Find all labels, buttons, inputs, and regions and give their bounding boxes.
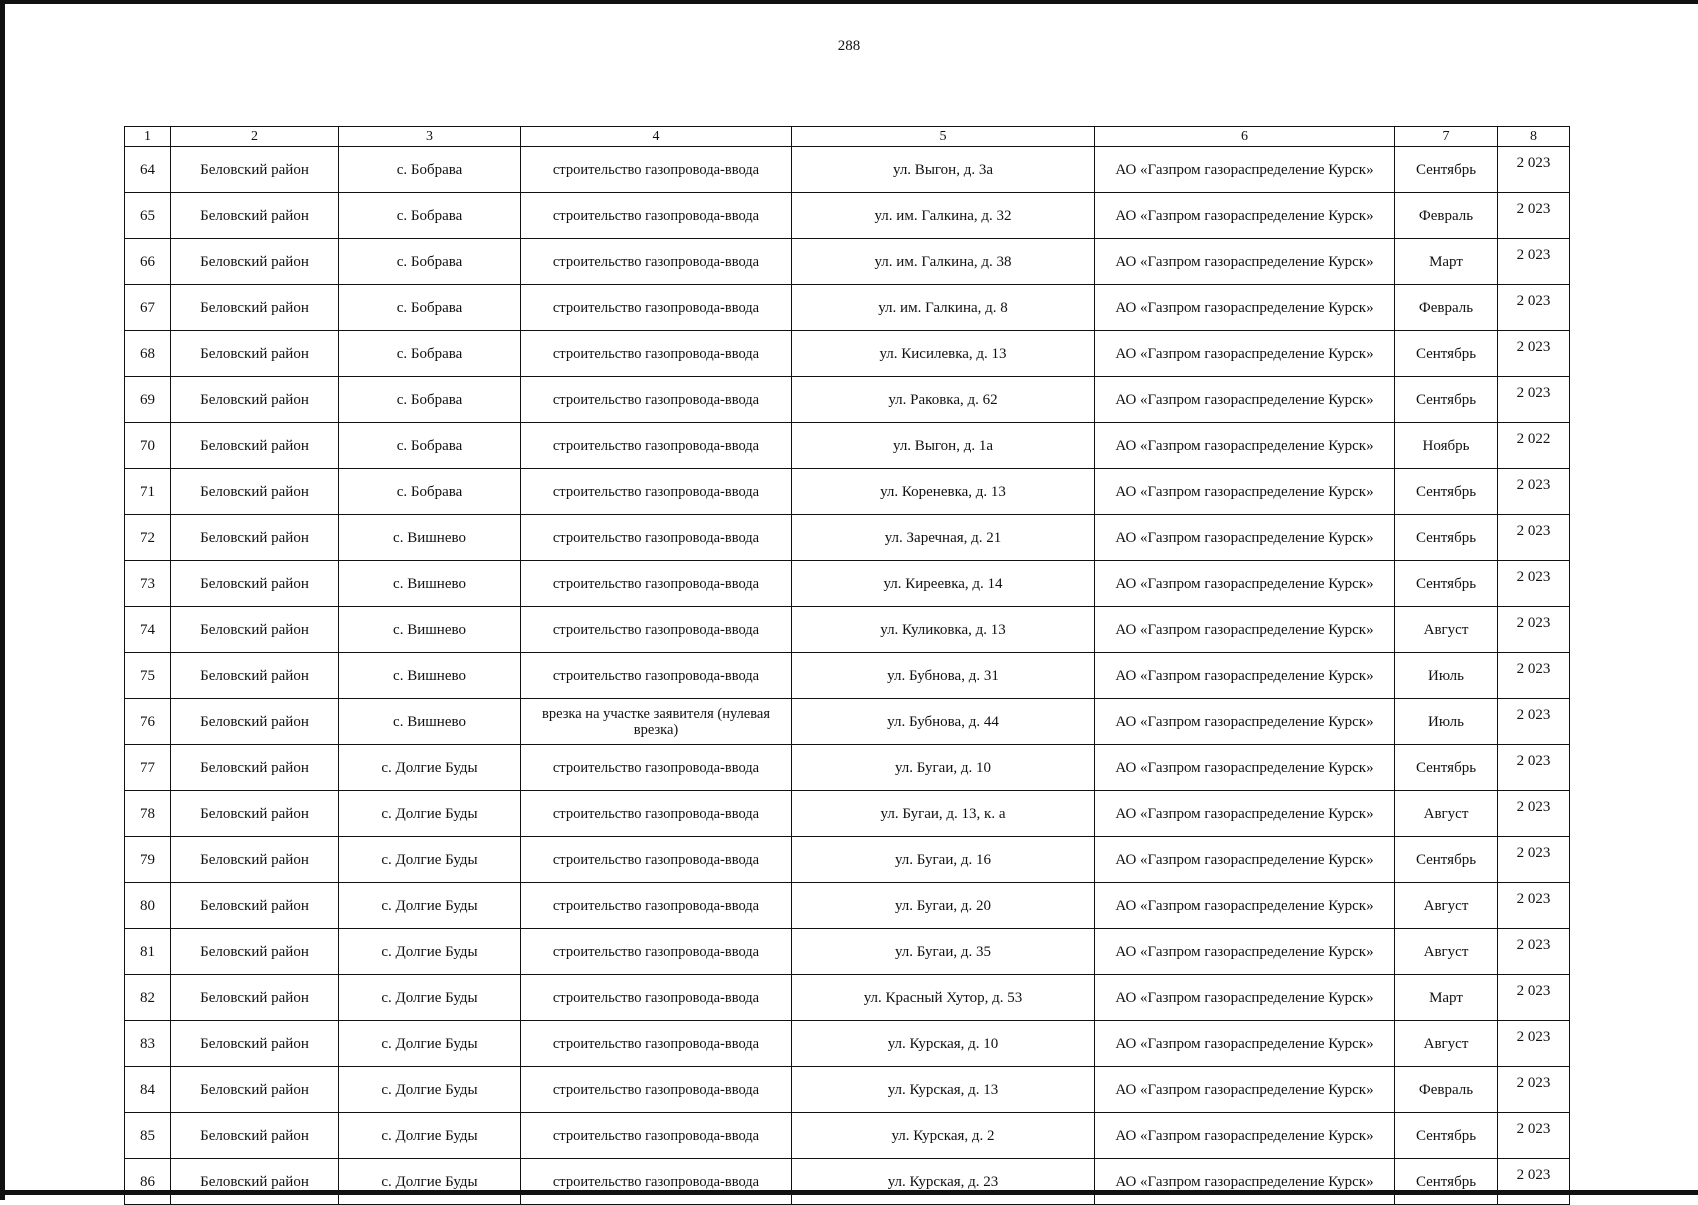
cell-work-type: строительство газопровода-ввода — [521, 331, 792, 377]
cell-district: Беловский район — [171, 699, 339, 745]
cell-organization: АО «Газпром газораспределение Курск» — [1095, 653, 1395, 699]
cell-address: ул. Бугаи, д. 35 — [792, 929, 1095, 975]
cell-settlement: с. Вишнево — [339, 561, 521, 607]
cell-row-number: 74 — [125, 607, 171, 653]
cell-settlement: с. Бобрава — [339, 239, 521, 285]
cell-year: 2 023 — [1498, 745, 1570, 791]
cell-settlement: с. Бобрава — [339, 285, 521, 331]
cell-address: ул. Курская, д. 13 — [792, 1067, 1095, 1113]
cell-work-type: строительство газопровода-ввода — [521, 515, 792, 561]
cell-settlement: с. Вишнево — [339, 653, 521, 699]
cell-organization: АО «Газпром газораспределение Курск» — [1095, 193, 1395, 239]
cell-year: 2 023 — [1498, 653, 1570, 699]
cell-year: 2 023 — [1498, 469, 1570, 515]
cell-district: Беловский район — [171, 1021, 339, 1067]
cell-settlement: с. Долгие Буды — [339, 1067, 521, 1113]
cell-row-number: 69 — [125, 377, 171, 423]
table-row — [125, 1021, 1570, 1067]
cell-year: 2 023 — [1498, 1113, 1570, 1159]
cell-district: Беловский район — [171, 883, 339, 929]
cell-work-type: строительство газопровода-ввода — [521, 469, 792, 515]
table-row — [125, 515, 1570, 561]
cell-month: Сентябрь — [1395, 837, 1498, 883]
cell-row-number: 76 — [125, 699, 171, 745]
table-row — [125, 929, 1570, 975]
table-row — [125, 883, 1570, 929]
cell-year: 2 022 — [1498, 423, 1570, 469]
column-header-address: 5 — [792, 127, 1095, 147]
cell-month: Февраль — [1395, 1067, 1498, 1113]
column-header-settlement: 3 — [339, 127, 521, 147]
column-header-month: 7 — [1395, 127, 1498, 147]
cell-year: 2 023 — [1498, 147, 1570, 193]
cell-month: Август — [1395, 883, 1498, 929]
cell-address: ул. Выгон, д. 3а — [792, 147, 1095, 193]
table-row — [125, 377, 1570, 423]
cell-organization: АО «Газпром газораспределение Курск» — [1095, 239, 1395, 285]
cell-address: ул. Киреевка, д. 14 — [792, 561, 1095, 607]
cell-settlement: с. Долгие Буды — [339, 837, 521, 883]
cell-organization: АО «Газпром газораспределение Курск» — [1095, 515, 1395, 561]
table-row — [125, 745, 1570, 791]
cell-organization: АО «Газпром газораспределение Курск» — [1095, 147, 1395, 193]
cell-district: Беловский район — [171, 607, 339, 653]
cell-work-type: строительство газопровода-ввода — [521, 239, 792, 285]
table-body — [125, 147, 1570, 1205]
table-row — [125, 975, 1570, 1021]
cell-settlement: с. Вишнево — [339, 699, 521, 745]
cell-year: 2 023 — [1498, 975, 1570, 1021]
cell-district: Беловский район — [171, 745, 339, 791]
page-frame-left — [0, 0, 5, 1200]
cell-row-number: 66 — [125, 239, 171, 285]
cell-year: 2 023 — [1498, 239, 1570, 285]
cell-row-number: 68 — [125, 331, 171, 377]
cell-row-number: 77 — [125, 745, 171, 791]
cell-address: ул. Бубнова, д. 31 — [792, 653, 1095, 699]
cell-month: Сентябрь — [1395, 469, 1498, 515]
table-row — [125, 653, 1570, 699]
cell-work-type: строительство газопровода-ввода — [521, 929, 792, 975]
cell-district: Беловский район — [171, 837, 339, 883]
cell-work-type: строительство газопровода-ввода — [521, 423, 792, 469]
cell-month: Сентябрь — [1395, 377, 1498, 423]
cell-work-type: строительство газопровода-ввода — [521, 653, 792, 699]
cell-month: Август — [1395, 791, 1498, 837]
header-row — [125, 127, 1570, 147]
cell-settlement: с. Долгие Буды — [339, 1159, 521, 1205]
cell-year: 2 023 — [1498, 837, 1570, 883]
cell-organization: АО «Газпром газораспределение Курск» — [1095, 791, 1395, 837]
cell-year: 2 023 — [1498, 1067, 1570, 1113]
cell-month: Сентябрь — [1395, 515, 1498, 561]
table-row — [125, 193, 1570, 239]
cell-organization: АО «Газпром газораспределение Курск» — [1095, 561, 1395, 607]
cell-address: ул. им. Галкина, д. 32 — [792, 193, 1095, 239]
cell-work-type: строительство газопровода-ввода — [521, 285, 792, 331]
cell-address: ул. Бугаи, д. 10 — [792, 745, 1095, 791]
cell-work-type: строительство газопровода-ввода — [521, 791, 792, 837]
cell-year: 2 023 — [1498, 285, 1570, 331]
column-header-district: 2 — [171, 127, 339, 147]
table-row — [125, 1067, 1570, 1113]
cell-district: Беловский район — [171, 1159, 339, 1205]
cell-year: 2 023 — [1498, 193, 1570, 239]
cell-organization: АО «Газпром газораспределение Курск» — [1095, 1159, 1395, 1205]
cell-month: Сентябрь — [1395, 331, 1498, 377]
cell-row-number: 64 — [125, 147, 171, 193]
cell-district: Беловский район — [171, 791, 339, 837]
cell-district: Беловский район — [171, 331, 339, 377]
cell-settlement: с. Долгие Буды — [339, 745, 521, 791]
cell-address: ул. Бугаи, д. 13, к. а — [792, 791, 1095, 837]
cell-work-type: строительство газопровода-ввода — [521, 561, 792, 607]
cell-district: Беловский район — [171, 929, 339, 975]
cell-month: Сентябрь — [1395, 1159, 1498, 1205]
cell-row-number: 84 — [125, 1067, 171, 1113]
cell-month: Ноябрь — [1395, 423, 1498, 469]
page-number: 288 — [837, 38, 861, 54]
cell-month: Февраль — [1395, 285, 1498, 331]
cell-organization: АО «Газпром газораспределение Курск» — [1095, 1021, 1395, 1067]
cell-address: ул. Бугаи, д. 16 — [792, 837, 1095, 883]
cell-month: Август — [1395, 607, 1498, 653]
cell-settlement: с. Долгие Буды — [339, 791, 521, 837]
cell-year: 2 023 — [1498, 377, 1570, 423]
cell-row-number: 82 — [125, 975, 171, 1021]
cell-year: 2 023 — [1498, 929, 1570, 975]
table-row — [125, 469, 1570, 515]
cell-organization: АО «Газпром газораспределение Курск» — [1095, 1113, 1395, 1159]
cell-organization: АО «Газпром газораспределение Курск» — [1095, 745, 1395, 791]
cell-row-number: 85 — [125, 1113, 171, 1159]
cell-month: Июль — [1395, 653, 1498, 699]
cell-district: Беловский район — [171, 1113, 339, 1159]
cell-month: Февраль — [1395, 193, 1498, 239]
cell-organization: АО «Газпром газораспределение Курск» — [1095, 285, 1395, 331]
cell-year: 2 023 — [1498, 1021, 1570, 1067]
cell-work-type: врезка на участке заявителя (нулевая врезка) — [521, 699, 792, 745]
column-header-number: 1 — [125, 127, 171, 147]
cell-work-type: строительство газопровода-ввода — [521, 1159, 792, 1205]
cell-organization: АО «Газпром газораспределение Курск» — [1095, 837, 1395, 883]
cell-row-number: 73 — [125, 561, 171, 607]
cell-work-type: строительство газопровода-ввода — [521, 377, 792, 423]
cell-district: Беловский район — [171, 653, 339, 699]
table-row — [125, 147, 1570, 193]
table-row — [125, 561, 1570, 607]
cell-row-number: 70 — [125, 423, 171, 469]
cell-organization: АО «Газпром газораспределение Курск» — [1095, 975, 1395, 1021]
cell-address: ул. Кореневка, д. 13 — [792, 469, 1095, 515]
cell-year: 2 023 — [1498, 1159, 1570, 1205]
cell-district: Беловский район — [171, 239, 339, 285]
table-row — [125, 423, 1570, 469]
cell-address: ул. Курская, д. 2 — [792, 1113, 1095, 1159]
cell-address: ул. Кисилевка, д. 13 — [792, 331, 1095, 377]
cell-address: ул. им. Галкина, д. 38 — [792, 239, 1095, 285]
table-row — [125, 699, 1570, 745]
cell-organization: АО «Газпром газораспределение Курск» — [1095, 377, 1395, 423]
cell-district: Беловский район — [171, 285, 339, 331]
cell-row-number: 79 — [125, 837, 171, 883]
table-row — [125, 791, 1570, 837]
cell-year: 2 023 — [1498, 699, 1570, 745]
cell-address: ул. им. Галкина, д. 8 — [792, 285, 1095, 331]
cell-settlement: с. Вишнево — [339, 607, 521, 653]
cell-row-number: 86 — [125, 1159, 171, 1205]
cell-organization: АО «Газпром газораспределение Курск» — [1095, 1067, 1395, 1113]
cell-month: Сентябрь — [1395, 561, 1498, 607]
cell-settlement: с. Долгие Буды — [339, 1021, 521, 1067]
cell-year: 2 023 — [1498, 331, 1570, 377]
cell-organization: АО «Газпром газораспределение Курск» — [1095, 699, 1395, 745]
cell-district: Беловский район — [171, 377, 339, 423]
cell-address: ул. Бугаи, д. 20 — [792, 883, 1095, 929]
cell-address: ул. Выгон, д. 1а — [792, 423, 1095, 469]
cell-work-type: строительство газопровода-ввода — [521, 607, 792, 653]
cell-district: Беловский район — [171, 1067, 339, 1113]
cell-settlement: с. Долгие Буды — [339, 883, 521, 929]
cell-address: ул. Куликовка, д. 13 — [792, 607, 1095, 653]
cell-work-type: строительство газопровода-ввода — [521, 1113, 792, 1159]
cell-organization: АО «Газпром газораспределение Курск» — [1095, 929, 1395, 975]
cell-settlement: с. Долгие Буды — [339, 975, 521, 1021]
cell-work-type: строительство газопровода-ввода — [521, 837, 792, 883]
cell-district: Беловский район — [171, 561, 339, 607]
cell-month: Сентябрь — [1395, 1113, 1498, 1159]
cell-month: Сентябрь — [1395, 745, 1498, 791]
cell-year: 2 023 — [1498, 607, 1570, 653]
cell-work-type: строительство газопровода-ввода — [521, 193, 792, 239]
column-header-organization: 6 — [1095, 127, 1395, 147]
cell-row-number: 80 — [125, 883, 171, 929]
cell-year: 2 023 — [1498, 883, 1570, 929]
cell-address: ул. Бубнова, д. 44 — [792, 699, 1095, 745]
table-row — [125, 285, 1570, 331]
cell-month: Август — [1395, 1021, 1498, 1067]
table-row — [125, 1113, 1570, 1159]
cell-address: ул. Курская, д. 23 — [792, 1159, 1095, 1205]
cell-row-number: 75 — [125, 653, 171, 699]
cell-month: Март — [1395, 975, 1498, 1021]
cell-work-type: строительство газопровода-ввода — [521, 975, 792, 1021]
cell-month: Сентябрь — [1395, 147, 1498, 193]
cell-settlement: с. Бобрава — [339, 423, 521, 469]
cell-work-type: строительство газопровода-ввода — [521, 147, 792, 193]
table-row — [125, 239, 1570, 285]
cell-row-number: 78 — [125, 791, 171, 837]
cell-address: ул. Красный Хутор, д. 53 — [792, 975, 1095, 1021]
cell-work-type: строительство газопровода-ввода — [521, 745, 792, 791]
cell-district: Беловский район — [171, 469, 339, 515]
cell-row-number: 71 — [125, 469, 171, 515]
cell-year: 2 023 — [1498, 515, 1570, 561]
cell-address: ул. Раковка, д. 62 — [792, 377, 1095, 423]
cell-address: ул. Заречная, д. 21 — [792, 515, 1095, 561]
cell-organization: АО «Газпром газораспределение Курск» — [1095, 423, 1395, 469]
cell-district: Беловский район — [171, 147, 339, 193]
cell-month: Август — [1395, 929, 1498, 975]
cell-settlement: с. Бобрава — [339, 331, 521, 377]
table-row — [125, 837, 1570, 883]
cell-row-number: 65 — [125, 193, 171, 239]
page-frame-top — [0, 0, 1698, 4]
cell-district: Беловский район — [171, 515, 339, 561]
cell-year: 2 023 — [1498, 791, 1570, 837]
cell-row-number: 81 — [125, 929, 171, 975]
cell-settlement: с. Долгие Буды — [339, 1113, 521, 1159]
cell-work-type: строительство газопровода-ввода — [521, 1021, 792, 1067]
cell-settlement: с. Бобрава — [339, 147, 521, 193]
table-row — [125, 607, 1570, 653]
gasification-table — [124, 126, 1570, 1205]
cell-month: Июль — [1395, 699, 1498, 745]
cell-month: Март — [1395, 239, 1498, 285]
cell-organization: АО «Газпром газораспределение Курск» — [1095, 469, 1395, 515]
cell-work-type: строительство газопровода-ввода — [521, 1067, 792, 1113]
cell-year: 2 023 — [1498, 561, 1570, 607]
cell-work-type: строительство газопровода-ввода — [521, 883, 792, 929]
cell-settlement: с. Долгие Буды — [339, 929, 521, 975]
cell-organization: АО «Газпром газораспределение Курск» — [1095, 883, 1395, 929]
cell-row-number: 83 — [125, 1021, 171, 1067]
cell-organization: АО «Газпром газораспределение Курск» — [1095, 331, 1395, 377]
cell-organization: АО «Газпром газораспределение Курск» — [1095, 607, 1395, 653]
table-row — [125, 331, 1570, 377]
cell-row-number: 67 — [125, 285, 171, 331]
cell-settlement: с. Бобрава — [339, 377, 521, 423]
column-header-year: 8 — [1498, 127, 1570, 147]
cell-settlement: с. Бобрава — [339, 469, 521, 515]
cell-address: ул. Курская, д. 10 — [792, 1021, 1095, 1067]
cell-district: Беловский район — [171, 423, 339, 469]
column-header-work-type: 4 — [521, 127, 792, 147]
table-row — [125, 1159, 1570, 1205]
cell-row-number: 72 — [125, 515, 171, 561]
cell-district: Беловский район — [171, 193, 339, 239]
cell-district: Беловский район — [171, 975, 339, 1021]
cell-settlement: с. Бобрава — [339, 193, 521, 239]
cell-settlement: с. Вишнево — [339, 515, 521, 561]
